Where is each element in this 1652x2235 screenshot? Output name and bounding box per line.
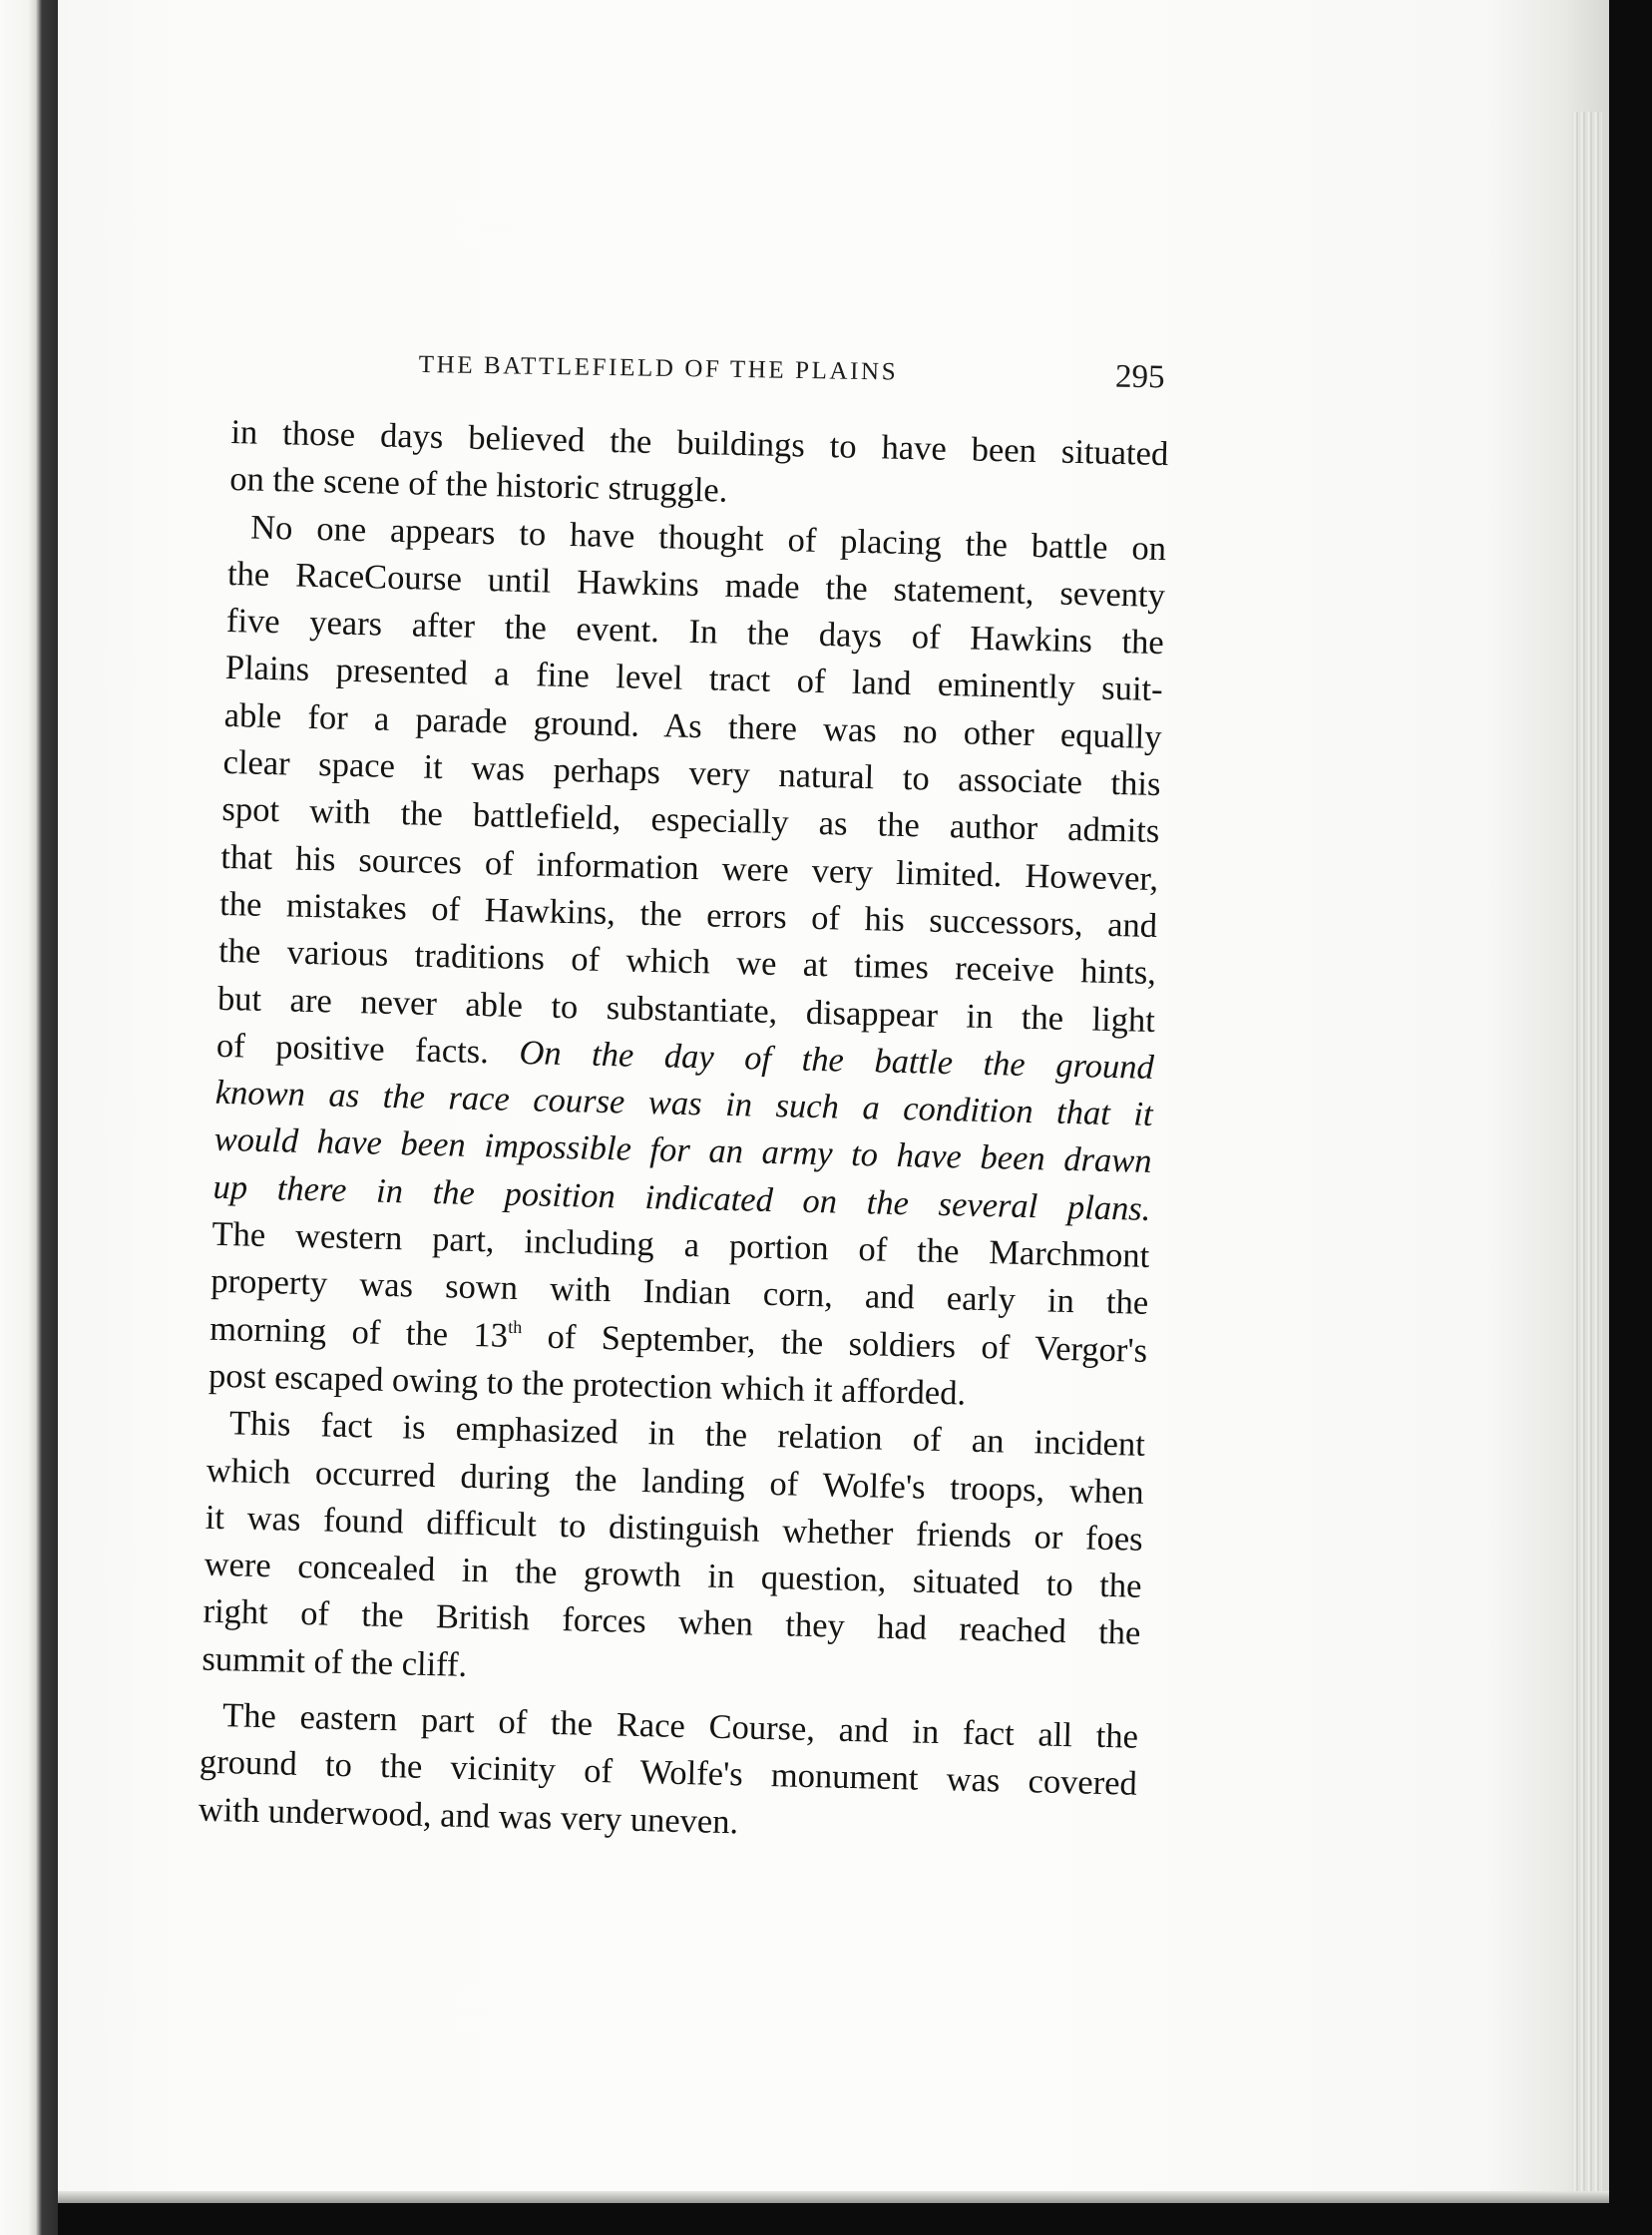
text-line: in those days believed the buildings to have been situated [230,412,1169,474]
running-head: THE BATTLEFIELD OF THE PLAINS [418,351,899,386]
text-line: right of the British forces when they had reached the [203,1592,1141,1653]
text-segment: of September, the soldiers of Vergor's [521,1316,1148,1370]
text-line: ground to the vicinity of Wolfe's monument was covered [199,1742,1138,1804]
text-line: spot with the battlefield, especially as the author admits [221,790,1160,851]
text-segment: morning of the 13 [208,1309,509,1355]
italic-emphasis: On the day of the battle the ground [519,1033,1155,1087]
ordinal-superscript: th [508,1316,523,1337]
text-line: This fact is emphasized in the relation of an incident [228,1404,1146,1465]
text-line: No one appears to have thought of placing the battle on [249,508,1167,568]
italic-line: would have been impossible for an army to have been drawn [213,1120,1152,1181]
italic-line: up there in the position indicated on the several plans. [212,1167,1151,1228]
text-line: property was sown with Indian corn, and early in the [209,1262,1149,1323]
page-fore-edge [1572,112,1602,2197]
text-line: the various traditions of which we at times receive hints, [217,932,1157,993]
body-text [198,409,1168,1856]
text-line: were concealed in the growth in question, situated to the [204,1545,1142,1605]
text-line: clear space it was perhaps very natural to associate this [222,742,1161,804]
text-line: it was found difficult to distinguish whether friends or foes [205,1498,1144,1559]
text-line: but are never able to substantiate, disappear in the light [216,979,1156,1040]
text-line: with underwood, and was very uneven. [198,1790,739,1841]
text-segment: of positive facts. [215,1026,490,1072]
text-line: able for a parade ground. As there was no other equally [223,695,1162,756]
text-line: summit of the cliff. [202,1639,468,1684]
paragraph-2 [208,504,1167,1423]
text-line: The western part, including a portion of the Marchmont [211,1214,1150,1275]
paragraph-3 [202,1400,1145,1705]
text-line: the RaceCourse until Hawkins made the statement, seventy [226,554,1166,615]
text-line: the mistakes of Hawkins, the errors of his successors, and [218,884,1158,945]
text-line: The eastern part of the Race Course, and in fact all the [221,1696,1139,1756]
text-line: Plains presented a fine level tract of land eminently suit- [224,649,1164,709]
text-line: post escaped owing to the protection which it afforded. [207,1356,967,1413]
page-bottom-edge [58,2191,1609,2203]
text-line: five years after the event. In the days of Hawkins the [225,602,1165,663]
page-number: 295 [1114,358,1165,396]
italic-line: known as the race course was in such a condition that it [214,1073,1154,1134]
text-line: on the scene of the historic struggle. [228,460,728,511]
paragraph-4 [198,1692,1138,1856]
left-binding-edge [0,0,58,2235]
text-line: that his sources of information were very limited. However, [219,837,1159,898]
text-line: which occurred during the landing of Wolfe's troops, when [206,1451,1145,1512]
